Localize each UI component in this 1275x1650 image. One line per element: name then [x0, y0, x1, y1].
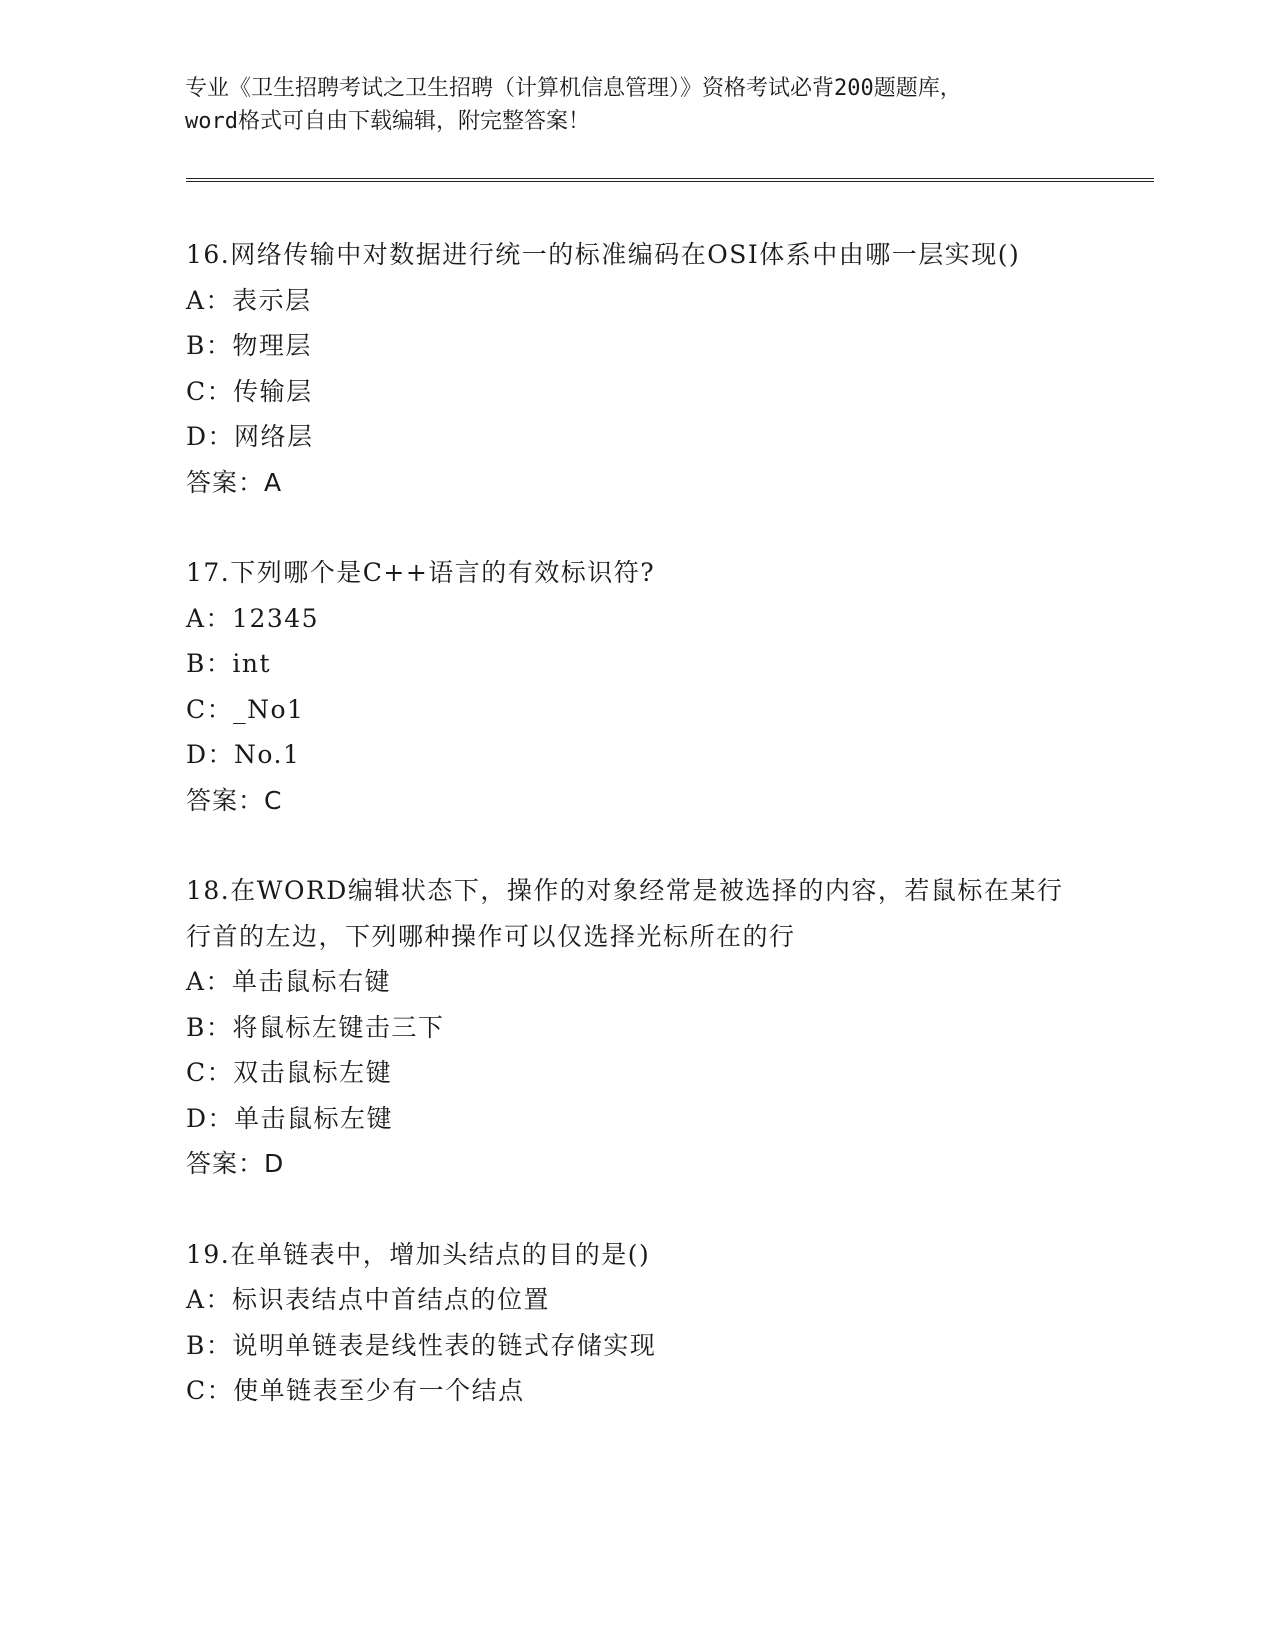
header-line-2: word格式可自由下载编辑，附完整答案！ — [185, 109, 590, 134]
answer: 答案：A — [186, 467, 283, 497]
option-d: D：No.1 — [186, 740, 301, 769]
option-a: A：单击鼠标右键 — [186, 967, 392, 996]
option-c: C：双击鼠标左键 — [186, 1058, 393, 1087]
header-line-1: 专业《卫生招聘考试之卫生招聘（计算机信息管理）》资格考试必背200题题库， — [185, 76, 962, 101]
question-stem: 19.在单链表中，增加头结点的目的是() — [186, 1239, 651, 1269]
answer: 答案：D — [186, 1149, 285, 1178]
question-18 — [186, 868, 1086, 1187]
document-header — [185, 72, 1085, 138]
header-divider — [186, 178, 1154, 182]
question-19 — [186, 1232, 1086, 1414]
option-c: C：_No1 — [186, 694, 305, 724]
option-a: A：表示层 — [186, 285, 312, 315]
option-d: D：单击鼠标左键 — [186, 1103, 394, 1133]
answer: 答案：C — [186, 785, 283, 815]
option-b: B：说明单链表是线性表的链式存储实现 — [186, 1330, 657, 1360]
question-stem: 16.网络传输中对数据进行统一的标准编码在OSI体系中由哪一层实现() — [186, 240, 1021, 269]
question-16 — [186, 232, 1086, 505]
question-17 — [186, 550, 1086, 823]
option-c: C：使单链表至少有一个结点 — [186, 1376, 525, 1405]
question-list — [186, 232, 1086, 1459]
option-a: A：12345 — [186, 603, 320, 633]
option-b: B：int — [186, 649, 272, 678]
question-stem: 18.在WORD编辑状态下，操作的对象经常是被选择的内容，若鼠标在某行行首的左边，下列哪种操作可以仅选择光标所在的行 — [186, 876, 1064, 951]
question-stem: 17.下列哪个是C++语言的有效标识符? — [186, 558, 656, 587]
option-b: B：将鼠标左键击三下 — [186, 1012, 445, 1042]
option-b: B：物理层 — [186, 331, 312, 360]
option-a: A：标识表结点中首结点的位置 — [186, 1285, 551, 1314]
option-d: D：网络层 — [186, 422, 314, 451]
option-c: C：传输层 — [186, 376, 313, 406]
